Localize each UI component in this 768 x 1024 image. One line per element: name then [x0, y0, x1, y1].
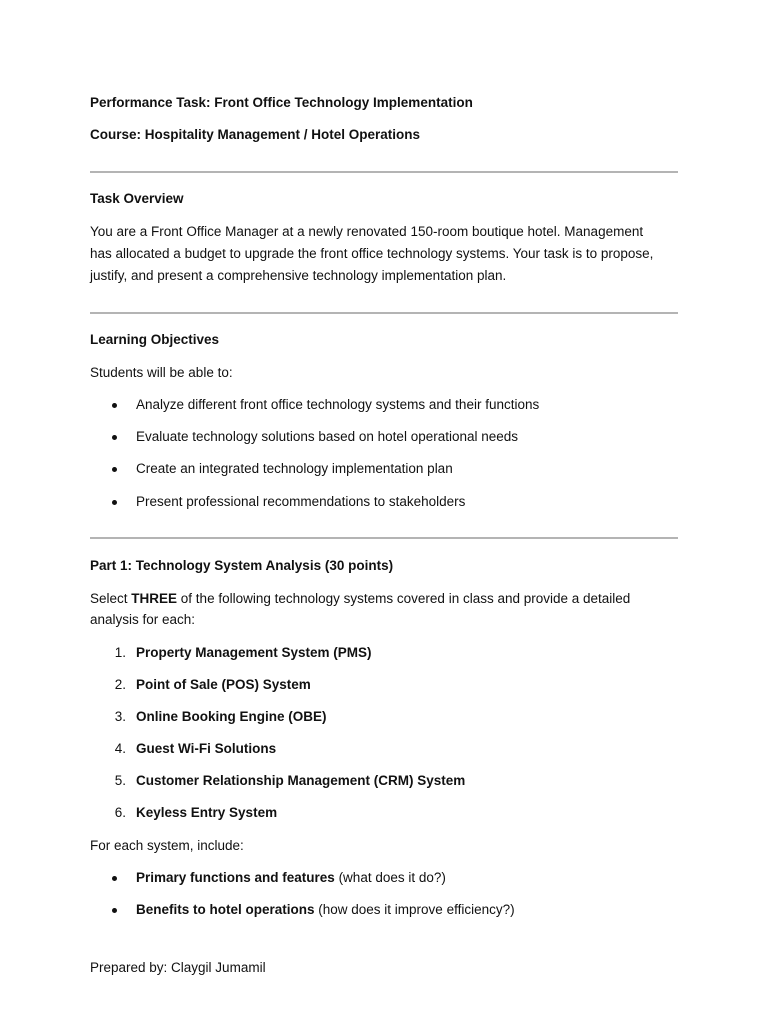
list-number: 6.: [114, 805, 126, 820]
part1-intro-line-2: analysis for each:: [90, 612, 196, 627]
part1-intro-text: Select: [90, 591, 132, 606]
system-name: Guest Wi-Fi Solutions: [136, 741, 277, 756]
overview-line-2: has allocated a budget to upgrade the front office technology systems. Your task is to propose,: [90, 246, 654, 261]
list-number: 2.: [114, 677, 126, 692]
task-overview-heading: Task Overview: [90, 191, 184, 206]
include-item: [136, 867, 446, 889]
bullet-icon: [112, 876, 117, 881]
system-name: Customer Relationship Management (CRM) System: [136, 773, 466, 788]
include-item-label: Benefits to hotel operations: [136, 902, 315, 917]
objectives-intro: Students will be able to:: [90, 365, 233, 380]
part1-intro-emphasis: THREE: [131, 591, 178, 606]
divider: [90, 537, 678, 539]
learning-objectives-heading: Learning Objectives: [90, 332, 220, 347]
part1-heading: Part 1: Technology System Analysis (30 points): [90, 558, 394, 573]
list-number: 5.: [114, 773, 126, 788]
include-item-note: (what does it do?): [334, 870, 446, 885]
document-title: Performance Task: Front Office Technology Implementation: [90, 95, 473, 110]
divider: [90, 171, 678, 173]
document-page: [90, 0, 678, 1024]
objective-text: Evaluate technology solutions based on hotel operational needs: [136, 429, 519, 444]
system-name: Point of Sale (POS) System: [136, 677, 311, 692]
system-name: Keyless Entry System: [136, 805, 278, 820]
system-name: Online Booking Engine (OBE): [136, 709, 327, 724]
bullet-icon: [112, 908, 117, 913]
objective-text: Analyze different front office technology systems and their functions: [136, 397, 540, 412]
include-intro: For each system, include:: [90, 838, 244, 853]
list-number: 3.: [114, 709, 126, 724]
bullet-icon: [112, 500, 117, 505]
include-item-label: Primary functions and features: [136, 870, 335, 885]
system-name: Property Management System (PMS): [136, 645, 372, 660]
bullet-icon: [112, 467, 117, 472]
objective-text: Present professional recommendations to stakeholders: [136, 494, 466, 509]
list-number: 1.: [114, 645, 126, 660]
course-line: Course: Hospitality Management / Hotel Operations: [90, 127, 421, 142]
include-item: [136, 899, 515, 921]
part1-intro-text: of the following technology systems covered in class and provide a detailed: [177, 591, 631, 606]
bullet-icon: [112, 403, 117, 408]
divider: [90, 312, 678, 314]
include-item-note: (how does it improve efficiency?): [314, 902, 515, 917]
part1-intro-line-1: [90, 588, 630, 610]
overview-line-1: You are a Front Office Manager at a newly renovated 150-room boutique hotel. Management: [90, 224, 644, 239]
objective-text: Create an integrated technology implementation plan: [136, 461, 453, 476]
list-number: 4.: [114, 741, 126, 756]
overview-line-3: justify, and present a comprehensive technology implementation plan.: [90, 268, 507, 283]
bullet-icon: [112, 435, 117, 440]
prepared-by: Prepared by: Claygil Jumamil: [90, 960, 266, 975]
